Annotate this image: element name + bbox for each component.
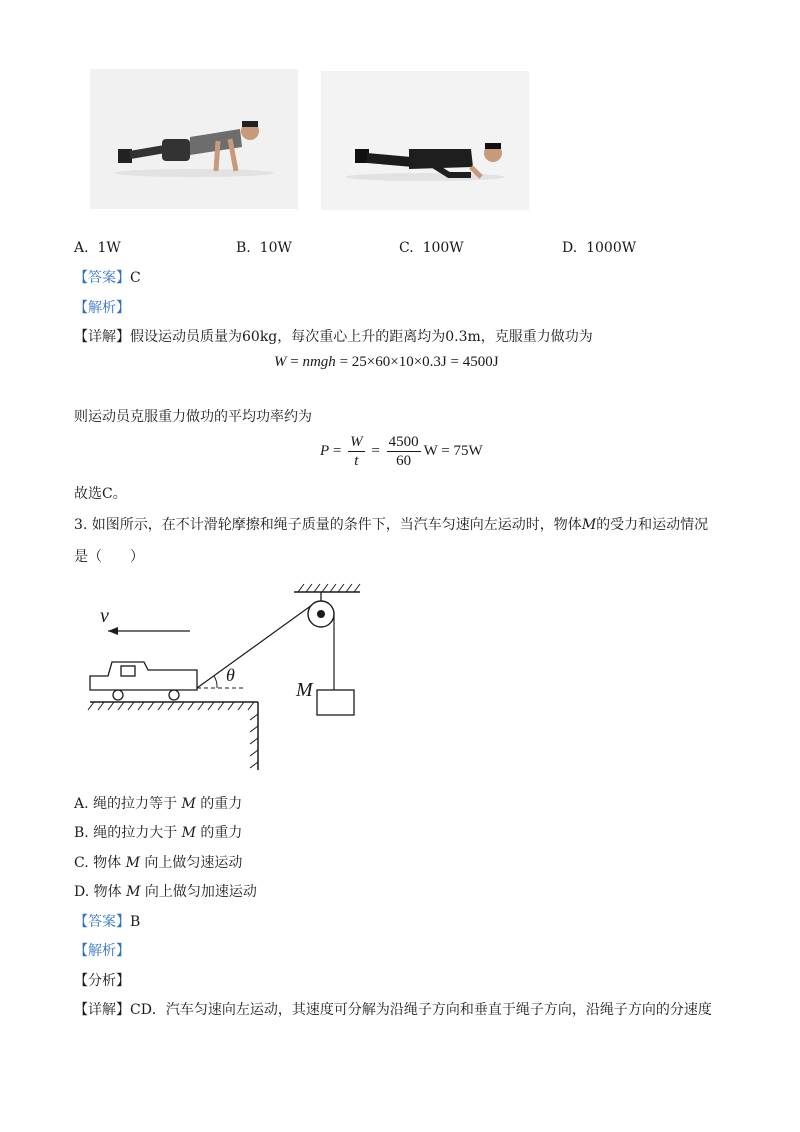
fenxi-tag: 【分析】 — [74, 973, 130, 989]
q3-stem-line1: 3. 如图所示，在不计滑轮摩擦和绳子质量的条件下，当汽车匀速向左运动时，物体M的受力和运动情况 — [74, 517, 709, 533]
car — [90, 662, 197, 700]
equation-power: P = $\frac{W}{t}$ = $\frac{4500}{60}$ W = 75W — [320, 434, 483, 469]
pushup-photo-2 — [321, 71, 529, 210]
choose-line: 故选C。 — [74, 486, 127, 502]
q2-option-b: B. 10W — [236, 240, 292, 256]
answer-tag: 【答案】 — [74, 270, 130, 286]
q2-option-c: C. 100W — [399, 240, 464, 256]
q3-option-a: A. 绳的拉力等于 M 的重力 — [74, 796, 243, 812]
equation-work: W = nmgh = 25×60×10×0.3J = 4500J — [274, 354, 499, 370]
q2-option-a: A. 1W — [74, 240, 121, 256]
answer-q2: 【答案】C — [74, 270, 141, 286]
detail-q3: 【详解】CD．汽车匀速向左运动，其速度可分解为沿绳子方向和垂直于绳子方向，沿绳子方向的分速度 — [74, 1002, 712, 1018]
label-m: M — [296, 679, 313, 701]
power-intro: 则运动员克服重力做功的平均功率约为 — [74, 409, 312, 425]
q3-option-c: C. 物体 M 向上做匀速运动 — [74, 855, 243, 871]
label-theta: θ — [226, 665, 235, 685]
q3-stem-line2: 是（ ） — [74, 549, 144, 565]
answer-q3: 【答案】B — [74, 914, 141, 930]
q3-option-b: B. 绳的拉力大于 M 的重力 — [74, 825, 243, 841]
ground — [88, 702, 258, 770]
label-v: v — [100, 605, 109, 627]
q3-option-d: D. 物体 M 向上做匀加速运动 — [74, 884, 257, 900]
ceiling — [294, 584, 360, 592]
rope — [197, 605, 312, 688]
detail-q2: 【详解】假设运动员质量为60kg，每次重心上升的距离均为0.3m，克服重力做功为 — [74, 329, 593, 345]
q2-option-d: D. 1000W — [562, 240, 637, 256]
block-m — [317, 690, 354, 715]
analysis-tag-q3: 【解析】 — [74, 943, 130, 959]
pushup-photo-1 — [90, 69, 298, 209]
analysis-tag-q2: 【解析】 — [74, 300, 130, 316]
pulley-diagram — [86, 578, 376, 774]
